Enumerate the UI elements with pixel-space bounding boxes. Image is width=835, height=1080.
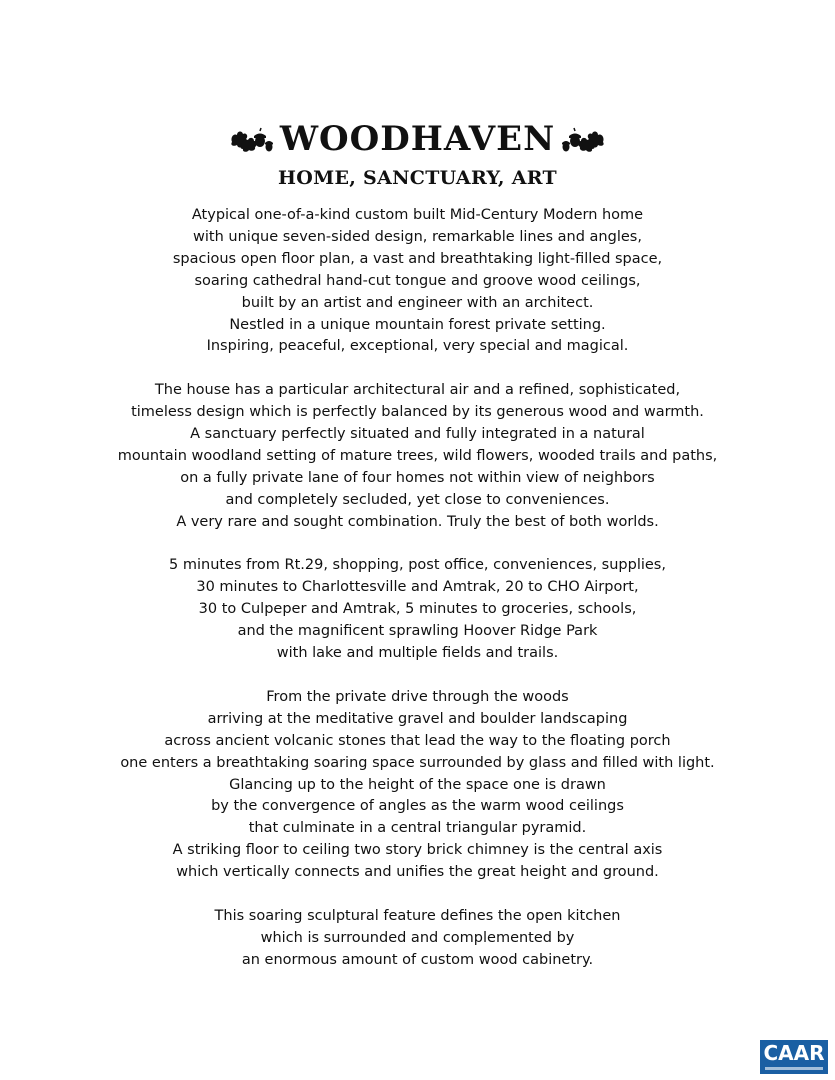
document-body [0, 205, 835, 994]
paragraph-intro [0, 205, 835, 358]
text-line: by the convergence of angles as the warm wood ceilings [211, 798, 624, 815]
text-line: on a fully private lane of four homes not within view of neighbors [180, 469, 655, 486]
text-line: 5 minutes from Rt.29, shopping, post office, conveniences, supplies, [169, 557, 666, 574]
text-line: A striking floor to ceiling two story brick chimney is the central axis [172, 842, 663, 859]
text-line: and completely secluded, yet close to conveniences. [225, 491, 610, 508]
text-line: and the magnificent sprawling Hoover Ridge Park [237, 623, 598, 640]
text-line: which vertically connects and unifies the great height and ground. [176, 864, 659, 881]
text-line: Inspiring, peaceful, exceptional, very special and magical. [206, 338, 629, 355]
document-subtitle: HOME, SANCTUARY, ART [278, 167, 557, 189]
text-line: spacious open floor plan, a vast and breathtaking light-filled space, [172, 250, 663, 267]
text-line: one enters a breathtaking soaring space surrounded by glass and filled with light. [120, 754, 715, 771]
text-line: Nestled in a unique mountain forest private setting. [229, 316, 606, 333]
text-line: an enormous amount of custom wood cabinetry. [241, 951, 594, 968]
paragraph-setting [0, 380, 835, 533]
caar-logo [760, 1040, 828, 1074]
text-line: This soaring sculptural feature defines the open kitchen [214, 907, 621, 924]
paragraph-arrival [0, 687, 835, 884]
acorn-oak-leaves-icon [228, 122, 274, 156]
paragraph-location [0, 555, 835, 665]
text-line: soaring cathedral hand-cut tongue and groove wood ceilings, [194, 272, 641, 289]
text-line: Glancing up to the height of the space one is drawn [229, 776, 606, 793]
document-header [0, 117, 835, 191]
text-line: From the private drive through the woods [266, 688, 569, 705]
text-line: with unique seven-sided design, remarkable lines and angles, [193, 228, 642, 245]
acorn-oak-leaves-icon [561, 122, 607, 156]
text-line: timeless design which is perfectly balanced by its generous wood and warmth. [131, 404, 704, 421]
text-line: The house has a particular architectural air and a refined, sophisticated, [154, 382, 681, 399]
text-line: across ancient volcanic stones that lead the way to the floating porch [164, 732, 671, 749]
text-line: which is surrounded and complemented by [260, 929, 575, 946]
text-line: A sanctuary perfectly situated and fully integrated in a natural [190, 426, 645, 443]
document-title: WOODHAVEN [279, 119, 556, 159]
text-line: that culminate in a central triangular pyramid. [248, 820, 587, 837]
paragraph-kitchen [0, 906, 835, 972]
text-line: A very rare and sought combination. Truly the best of both worlds. [176, 513, 659, 530]
text-line: with lake and multiple fields and trails. [276, 645, 559, 662]
text-line: arriving at the meditative gravel and boulder landscaping [207, 710, 628, 727]
text-line: 30 to Culpeper and Amtrak, 5 minutes to groceries, schools, [198, 601, 637, 618]
text-line: mountain woodland setting of mature trees, wild flowers, wooded trails and paths, [117, 447, 718, 464]
text-line: Atypical one-of-a-kind custom built Mid-Century Modern home [191, 207, 644, 223]
logo-tagline-mark [765, 1067, 823, 1070]
text-line: built by an artist and engineer with an architect. [241, 294, 594, 311]
logo-text: CAAR [763, 1041, 825, 1065]
text-line: 30 minutes to Charlottesville and Amtrak, 20 to CHO Airport, [196, 579, 639, 596]
title-row [0, 117, 835, 161]
